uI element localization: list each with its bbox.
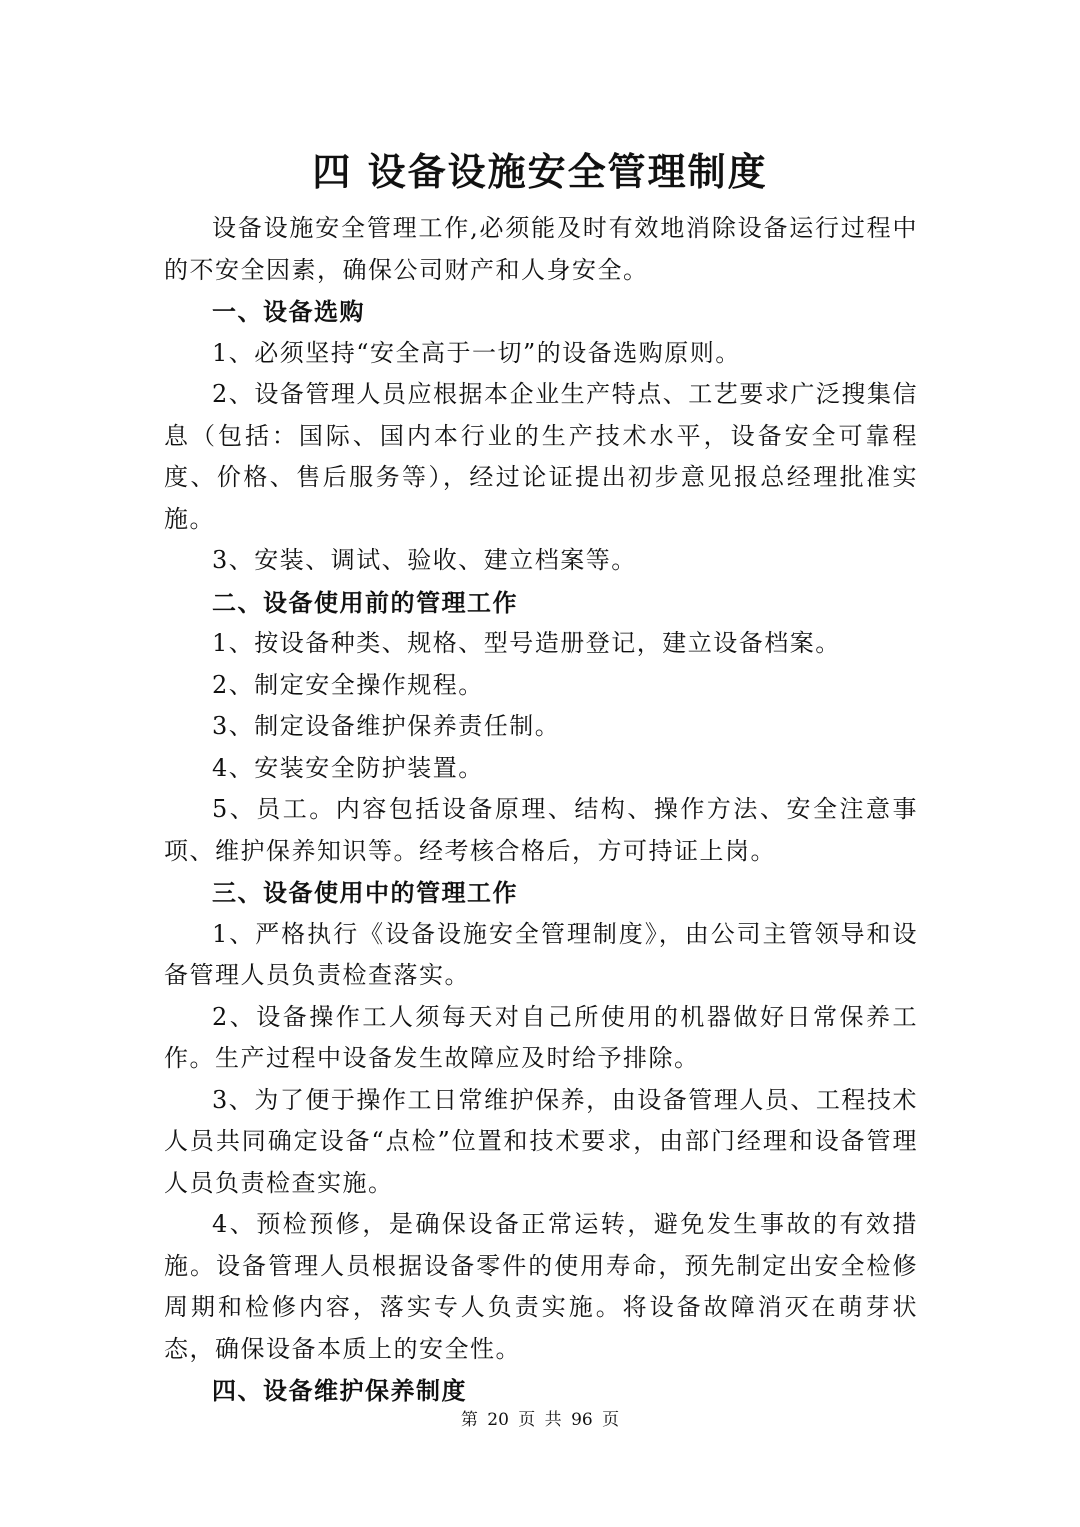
section-heading-during-use: 三、设备使用中的管理工作	[212, 878, 518, 907]
document-body	[164, 208, 918, 1412]
list-item: 1、必须坚持“安全高于一切”的设备选购原则。	[212, 338, 741, 367]
list-item: 3、安装、调试、验收、建立档案等。	[212, 546, 637, 574]
list-item: 2、制定安全操作规程。	[212, 670, 484, 699]
intro-paragraph: 设备设施安全管理工作,必须能及时有效地消除设备运行过程中的不安全因素，确保公司财产和人身安全。	[164, 214, 918, 284]
page-title: 四 设备设施安全管理制度	[312, 149, 768, 194]
section-heading-before-use: 二、设备使用前的管理工作	[212, 587, 518, 617]
list-item: 2、设备操作工人须每天对自己所使用的机器做好日常保养工作。生产过程中设备发生故障应及时给予排除。	[164, 1002, 918, 1072]
list-item: 1、严格执行《设备设施安全管理制度》，由公司主管领导和设备管理人员负责检查落实。	[164, 919, 918, 989]
page-number-footer: 第 20 页 共 96 页	[460, 1410, 620, 1430]
list-item: 4、安装安全防护装置。	[212, 753, 484, 782]
section-heading-maintenance: 四、设备维护保养制度	[212, 1376, 467, 1405]
section-heading-equipment-purchase: 一、设备选购	[212, 297, 365, 326]
list-item: 3、制定设备维护保养责任制。	[212, 712, 561, 740]
list-item: 5、员工。内容包括设备原理、结构、操作方法、安全注意事项、维护保养知识等。经考核合格后，方可持证上岗。	[164, 795, 918, 865]
list-item: 2、设备管理人员应根据本企业生产特点、工艺要求广泛搜集信息（包括：国际、国内本行业的生产技术水平，设备安全可靠程度、价格、售后服务等），经过论证提出初步意见报总经理批准实施。	[164, 380, 918, 533]
list-item: 3、为了便于操作工日常维护保养，由设备管理人员、工程技术人员共同确定设备“点检”位置和技术要求，由部门经理和设备管理人员负责检查实施。	[164, 1085, 918, 1197]
list-item: 4、预检预修，是确保设备正常运转，避免发生事故的有效措施。设备管理人员根据设备零件的使用寿命，预先制定出安全检修周期和检修内容，落实专人负责实施。将设备故障消灭在萌芽状态，确保设备本质上的安全性。	[164, 1210, 918, 1363]
list-item: 1、按设备种类、规格、型号造册登记，建立设备档案。	[212, 629, 841, 657]
